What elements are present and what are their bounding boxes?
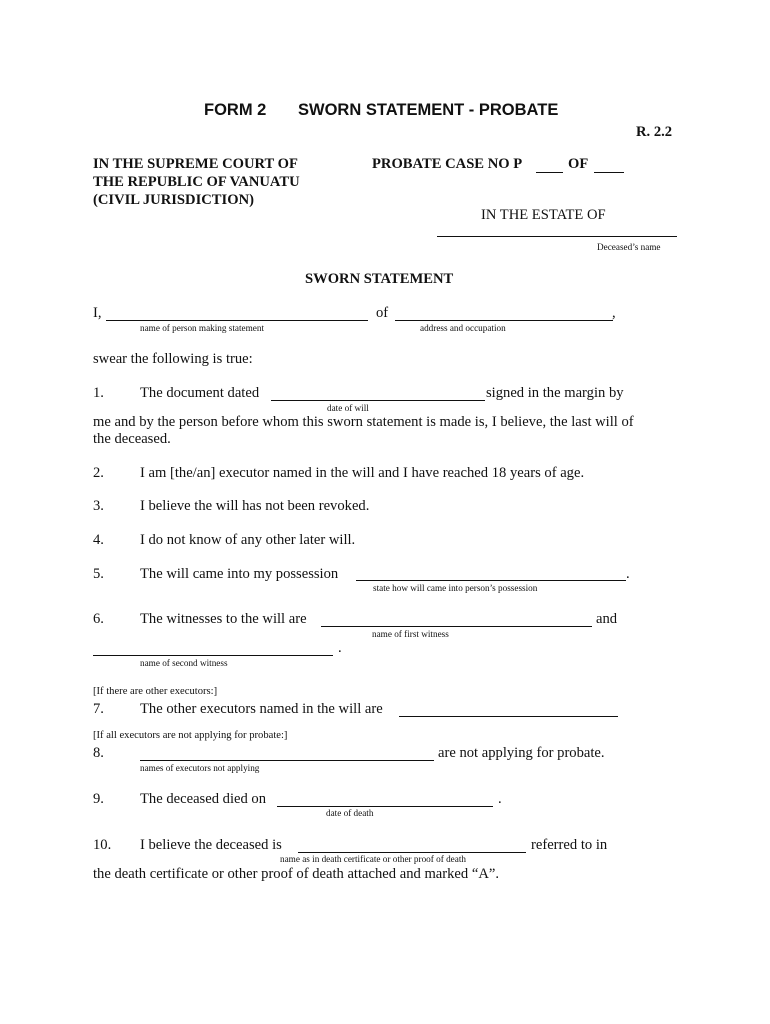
deponent-name-field[interactable] [106,320,368,321]
court-line-1: IN THE SUPREME COURT OF [93,156,298,172]
item-8-note: [If all executors are not applying for probate:] [93,730,288,741]
second-witness-field[interactable] [93,655,333,656]
item-6-number: 6. [93,611,104,627]
intro-comma: , [612,305,616,321]
possession-field[interactable] [356,580,626,581]
rule-reference: R. 2.2 [636,124,673,140]
address-caption: address and occupation [420,323,506,333]
item-10-lead: I believe the deceased is [140,837,282,853]
item-4-text: I do not know of any other later will. [140,532,356,548]
will-date-caption: date of will [327,403,369,413]
form-number: FORM 2 [204,101,267,119]
item-7-lead: The other executors named in the will are [140,701,383,717]
item-6-tail: and [596,611,618,627]
item-9-lead: The deceased died on [140,791,267,807]
will-date-field[interactable] [271,400,485,401]
deponent-address-field[interactable] [395,320,613,321]
date-of-death-field[interactable] [277,806,493,807]
case-number-label: PROBATE CASE NO P [372,156,523,172]
section-title: SWORN STATEMENT [305,271,454,287]
item-5-number: 5. [93,566,104,582]
intro-i: I, [93,305,102,321]
item-2-number: 2. [93,465,104,481]
item-7-number: 7. [93,701,104,717]
item-10-line-2: the death certificate or other proof of death attached and marked “A”. [93,866,499,882]
item-1-line-3: the deceased. [93,431,171,447]
form-title: SWORN STATEMENT - PROBATE [298,101,559,119]
name-caption: name of person making statement [140,323,264,333]
item-1-lead: The document dated [140,385,260,401]
estate-label: IN THE ESTATE OF [481,207,606,223]
item-10-number: 10. [93,837,112,853]
intro-of: of [376,305,389,321]
item-2-text: I am [the/an] executor named in the will and I have reached 18 years of age. [140,465,585,481]
court-line-2: THE REPUBLIC OF VANUATU [93,174,300,190]
deceased-certificate-name-field[interactable] [298,852,526,853]
item-9-tail: . [498,791,502,807]
item-10-tail: referred to in [531,837,608,853]
item-6-lead: The witnesses to the will are [140,611,307,627]
item-4-number: 4. [93,532,104,548]
item-3-number: 3. [93,498,104,514]
court-line-3: (CIVIL JURISDICTION) [93,192,254,208]
possession-caption: state how will came into person’s possession [373,583,538,593]
second-witness-caption: name of second witness [140,658,228,668]
item-1-number: 1. [93,385,104,401]
item-9-number: 9. [93,791,104,807]
item-5-lead: The will came into my possession [140,566,339,582]
item-8-number: 8. [93,745,104,761]
first-witness-field[interactable] [321,626,592,627]
item-6-tail-2: . [338,640,342,656]
item-5-tail: . [626,566,630,582]
swear-text: swear the following is true: [93,351,253,367]
case-of-label: OF [568,156,589,172]
other-executors-field[interactable] [399,716,618,717]
date-of-death-caption: date of death [326,808,374,818]
executors-not-applying-caption: names of executors not applying [140,763,260,773]
executors-not-applying-field[interactable] [140,760,434,761]
deceased-name-caption: Deceased’s name [597,242,661,252]
case-year-field[interactable] [594,172,624,173]
item-3-text: I believe the will has not been revoked. [140,498,370,514]
deceased-certificate-name-caption: name as in death certificate or other proof of death [280,854,466,864]
item-7-note: [If there are other executors:] [93,686,218,697]
deceased-name-field[interactable] [437,236,677,237]
item-8-tail: are not applying for probate. [438,745,605,761]
item-1-line-2: me and by the person before whom this sworn statement is made is, I believe, the last will of [93,414,634,430]
case-number-field[interactable] [536,172,563,173]
first-witness-caption: name of first witness [372,629,449,639]
item-1-tail: signed in the margin by [486,385,624,401]
